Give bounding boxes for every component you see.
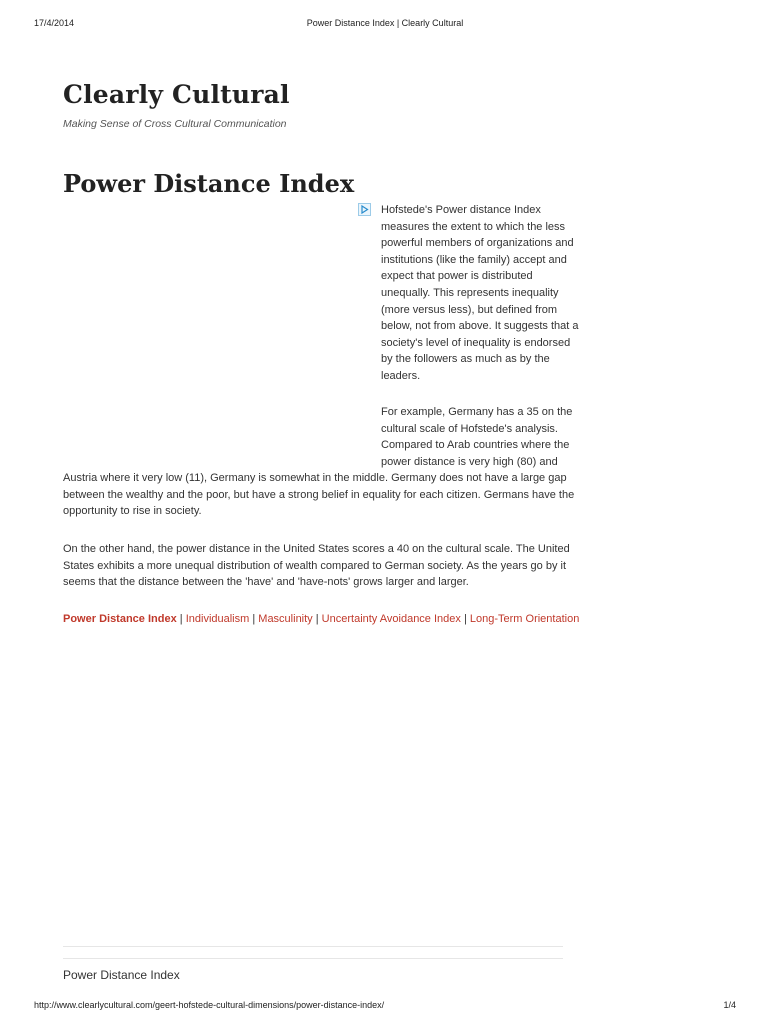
nav-separator: | xyxy=(315,613,319,625)
nav-separator: | xyxy=(252,613,256,625)
page-title: Power Distance Index xyxy=(63,169,355,198)
nav-link-long-term-orientation[interactable]: Long-Term Orientation xyxy=(469,613,580,625)
site-tagline: Making Sense of Cross Cultural Communication xyxy=(63,118,287,130)
print-url: http://www.clearlycultural.com/geert-hofstede-cultural-dimensions/power-distance-index/ xyxy=(34,1000,385,1010)
nav-link-uncertainty-avoidance-index[interactable]: Uncertainty Avoidance Index xyxy=(321,613,461,625)
nav-separator: | xyxy=(463,613,467,625)
print-document-title: Power Distance Index | Clearly Cultural xyxy=(306,18,464,28)
article-paragraph: Austria where it very low (11), Germany is somewhat in the middle. Germany does not have a large gap between the wealthy and the poor, but have a strong belief in equality for each citizen. Germans have the opportunity to rise in society. xyxy=(63,472,575,518)
print-header xyxy=(34,18,736,32)
print-date: 17/4/2014 xyxy=(34,18,75,28)
nav-link-power-distance-index[interactable]: Power Distance Index xyxy=(63,613,177,625)
site-title[interactable]: Clearly Cultural xyxy=(63,80,290,109)
print-page-number: 1/4 xyxy=(723,1000,736,1010)
ad-choices-icon[interactable] xyxy=(358,203,371,216)
print-footer xyxy=(34,1000,736,1012)
divider xyxy=(63,946,563,947)
nav-link-individualism[interactable]: Individualism xyxy=(185,613,250,625)
footer-section-title: Power Distance Index xyxy=(63,968,180,982)
divider xyxy=(63,958,563,959)
nav-separator: | xyxy=(179,613,183,625)
article-paragraph: Hofstede's Power distance Index measures the extent to which the less powerful members of organizations and institutions (like the family) accept and expect that power is distributed unequally. This represents inequality (more versus less), but defined from below, not from above. It suggests that a society's level of inequality is endorsed by the followers as much as by the leaders. xyxy=(381,204,579,382)
nav-link-masculinity[interactable]: Masculinity xyxy=(258,613,313,625)
dimension-nav xyxy=(63,611,583,628)
article-paragraph: For example, Germany has a 35 on the cultural scale of Hofstede's analysis. Compared to Arab countries where the power distance is very high (80) and xyxy=(381,406,573,468)
article-paragraph: On the other hand, the power distance in the United States scores a 40 on the cultural scale. The United States exhibits a more unequal distribution of wealth compared to German society. As the years go by it seems that the distance between the 'have' and 'have-nots' grows larger and larger. xyxy=(63,543,570,589)
